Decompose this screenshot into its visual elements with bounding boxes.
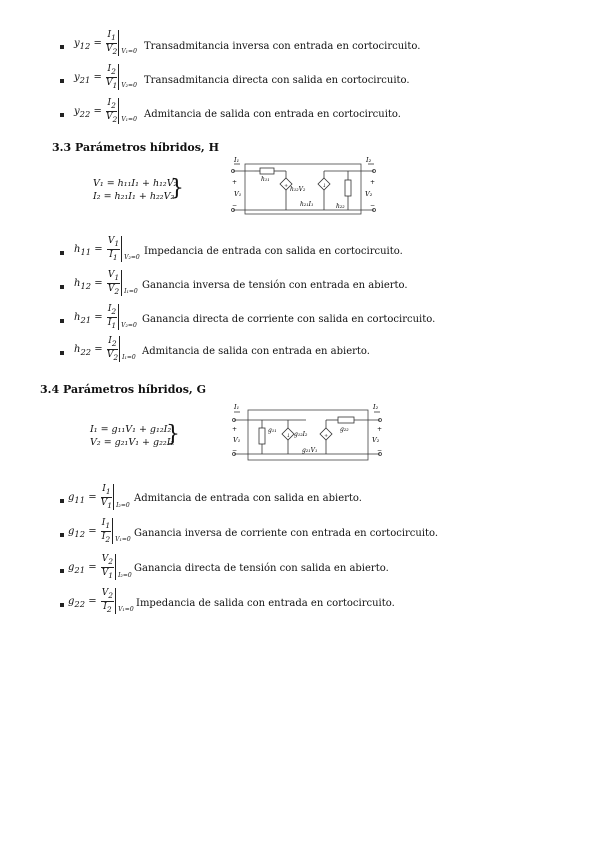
label-h11: h₁₁ bbox=[261, 176, 270, 183]
param-description: Admitancia de salida con entrada en cortocircuito. bbox=[144, 109, 401, 120]
svg-text:↓: ↓ bbox=[322, 183, 327, 189]
svg-text:+: + bbox=[370, 179, 376, 186]
svg-text:−: − bbox=[232, 447, 238, 454]
param-description: Admitancia de salida con entrada en abierto. bbox=[142, 346, 370, 357]
label-h21i1: h₂₁I₁ bbox=[300, 201, 314, 208]
bullet bbox=[60, 319, 64, 323]
param-description: Transadmitancia directa con salida en cortocircuito. bbox=[144, 75, 410, 86]
param-lhs: $g_{22}$ = $\frac{V_2}{I_2}$ V₁=0 bbox=[68, 588, 134, 614]
equation-system bbox=[93, 177, 177, 203]
svg-text:+: + bbox=[377, 426, 383, 433]
param-lhs: $h_{22}$ = $\frac{I_2}{V_2}$ I₁=0 bbox=[74, 336, 136, 362]
label-g21v1: g₂₁V₁ bbox=[302, 447, 318, 454]
bullet bbox=[60, 533, 64, 537]
label-v1: V₁ bbox=[233, 436, 241, 444]
bullet bbox=[60, 113, 64, 117]
param-description: Ganancia directa de corriente con salida en cortocircuito. bbox=[142, 314, 436, 325]
equation-system bbox=[90, 423, 174, 449]
param-lhs: $h_{12}$ = $\frac{V_1}{V_2}$ I₁=0 bbox=[74, 270, 138, 296]
bullet bbox=[60, 499, 64, 503]
label-i1: I₁ bbox=[234, 403, 240, 411]
svg-text:+: + bbox=[232, 426, 238, 433]
label-i2: I₂ bbox=[366, 156, 372, 164]
label-h22: h₂₂ bbox=[336, 203, 345, 210]
param-description: Impedancia de entrada con salida en cortocircuito. bbox=[144, 246, 403, 257]
equation: V₂ = g₂₁V₁ + g₂₂I₂ bbox=[90, 437, 175, 448]
svg-text:+: + bbox=[324, 433, 329, 439]
section-heading: 3.3 Parámetros híbridos, H bbox=[52, 141, 219, 154]
brace: } bbox=[170, 176, 184, 201]
param-description: Impedancia de salida con entrada en cortocircuito. bbox=[136, 598, 395, 609]
svg-text:−: − bbox=[232, 202, 238, 209]
param-lhs: $g_{12}$ = $\frac{I_1}{I_2}$ V₁=0 bbox=[68, 518, 131, 544]
svg-text:↓: ↓ bbox=[286, 433, 291, 439]
label-v2: V₂ bbox=[365, 190, 373, 198]
param-description: Ganancia directa de tensión con salida en abierto. bbox=[134, 563, 389, 574]
param-lhs: $y_{22}$ = $\frac{I_2}{V_2}$ V₁=0 bbox=[74, 98, 137, 124]
param-lhs: $y_{21}$ = $\frac{I_2}{V_1}$ V₂=0 bbox=[74, 64, 137, 90]
label-i2: I₂ bbox=[373, 403, 379, 411]
equation: I₁ = g₁₁V₁ + g₁₂I₂ bbox=[90, 424, 172, 435]
param-lhs: $h_{21}$ = $\frac{I_2}{I_1}$ V₂=0 bbox=[74, 304, 137, 330]
label-g22: g₂₂ bbox=[340, 426, 349, 433]
bullet bbox=[60, 251, 64, 255]
label-v2: V₂ bbox=[372, 436, 380, 444]
g-circuit-diagram bbox=[226, 400, 388, 466]
param-description: Ganancia inversa de tensión con entrada en abierto. bbox=[142, 280, 408, 291]
param-lhs: $g_{11}$ = $\frac{I_1}{V_1}$ I₂=0 bbox=[68, 484, 130, 510]
param-description: Admitancia de entrada con salida en abierto. bbox=[134, 493, 362, 504]
label-i1: I₁ bbox=[234, 156, 240, 164]
param-lhs: $y_{12}$ = $\frac{I_1}{V_2}$ V₁=0 bbox=[74, 30, 137, 56]
label-h12v2: h₁₂V₂ bbox=[290, 186, 306, 193]
bullet bbox=[60, 285, 64, 289]
param-lhs: $h_{11}$ = $\frac{V_1}{I_1}$ V₂=0 bbox=[74, 236, 140, 262]
svg-text:+: + bbox=[284, 183, 289, 189]
param-lhs: $g_{21}$ = $\frac{V_2}{V_1}$ I₂=0 bbox=[68, 554, 132, 580]
equation: I₂ = h₂₁I₁ + h₂₂V₂ bbox=[93, 191, 175, 202]
equation: V₁ = h₁₁I₁ + h₁₂V₂ bbox=[93, 178, 178, 189]
svg-text:+: + bbox=[232, 179, 238, 186]
param-description: Ganancia inversa de corriente con entrada en cortocircuito. bbox=[134, 528, 439, 539]
brace: } bbox=[166, 422, 180, 447]
bullet bbox=[60, 45, 64, 49]
h-circuit-diagram bbox=[228, 156, 380, 220]
bullet bbox=[60, 79, 64, 83]
svg-text:−: − bbox=[377, 447, 383, 454]
svg-text:−: − bbox=[370, 202, 376, 209]
label-v1: V₁ bbox=[234, 190, 242, 198]
label-g11: g₁₁ bbox=[268, 427, 277, 434]
bullet bbox=[60, 603, 64, 607]
param-description: Transadmitancia inversa con entrada en cortocircuito. bbox=[144, 41, 421, 52]
label-g12i2: g₁₂I₂ bbox=[294, 431, 308, 438]
bullet bbox=[60, 569, 64, 573]
section-heading: 3.4 Parámetros híbridos, G bbox=[40, 383, 206, 396]
bullet bbox=[60, 351, 64, 355]
